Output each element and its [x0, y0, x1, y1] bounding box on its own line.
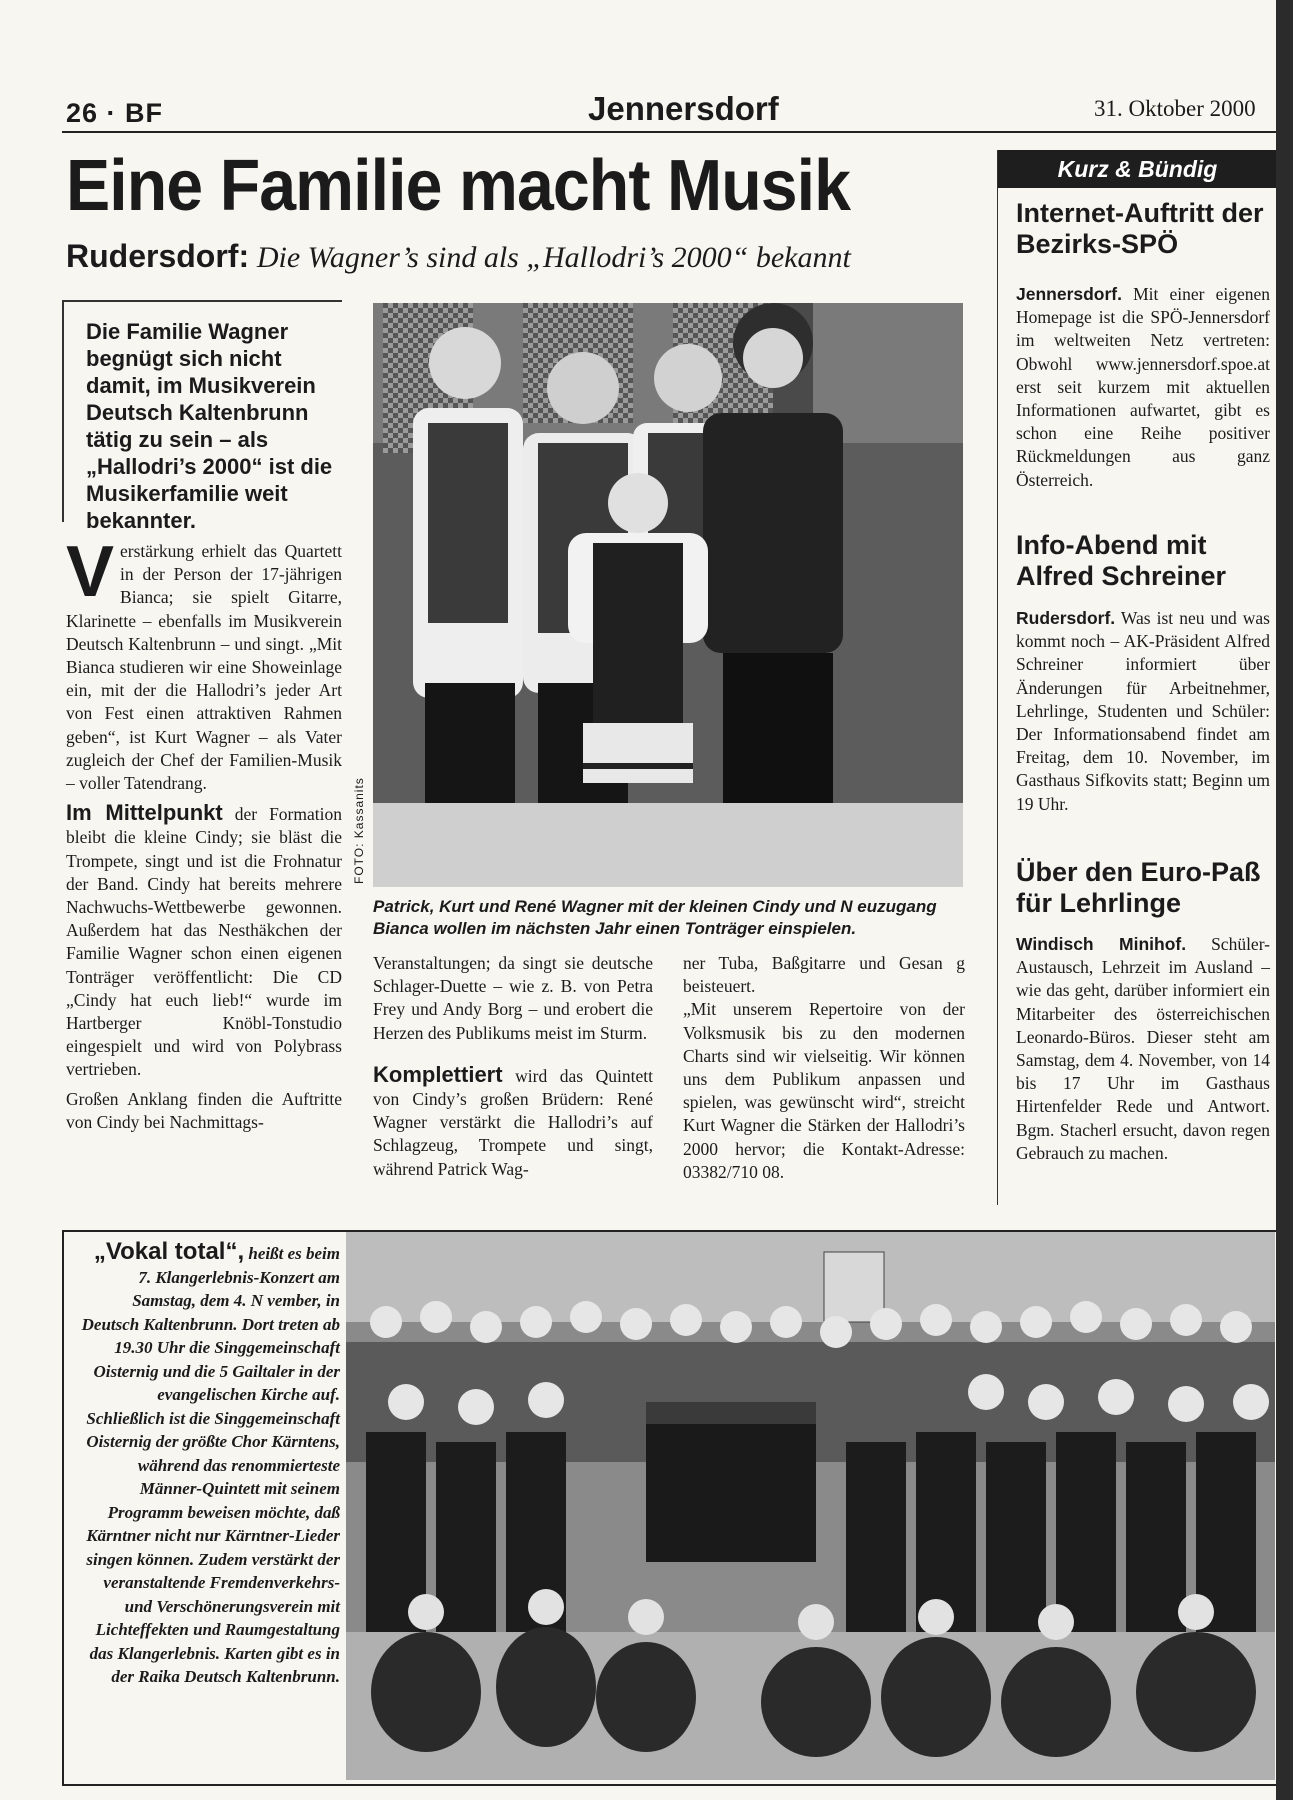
subheadline-tagline: Die Wagner’s sind als „Hallodri’s 2000“ bekannt	[256, 241, 851, 274]
article-column-2	[373, 952, 653, 1181]
family-band-photo	[373, 303, 963, 887]
vokal-total-text	[78, 1240, 340, 1689]
photo-credit: FOTO: Kassanits	[352, 777, 366, 884]
page-edge	[1276, 0, 1293, 1800]
article-paragraph-2: der Formation bleibt die kleine Cindy; sie bläst die Trompete, singt und ist die Frohnatur der Band. Cindy hat bereits mehrere Nachwuchs-Wettbewerbe gewonnen. Außerdem hat das Nesthäkchen der Familie Wagner schon einen eigenen Tonträger veröffentlicht: Die CD „Cindy hat euch lieb!“ wurde im Hartberger Knöbl-Tonstudio eingespielt und wird von Polybrass vertrieben.	[66, 804, 342, 1080]
article-paragraph-7: „Mit unserem Repertoire von der Volksmusik bis zu den modernen Charts sind wir vielseitig. Wir können uns dem Publikum anpassen und spielen, was gewünscht wird“, streicht Kurt Wagner die Stärken der Hallodri’s 2000 hervor; die Kontakt-Adresse: 03382/710 08.	[683, 999, 965, 1182]
sidebar-place: Windisch Minihof.	[1016, 934, 1187, 954]
page-number: 26 · BF	[66, 98, 164, 128]
article-paragraph-3: Großen Anklang finden die Auftritte von Cindy bei Nachmittags-	[66, 1088, 342, 1132]
sidebar-text: Schüler-Austausch, Lehrzeit im Ausland – wie das geht, darüber informiert ein Mitarbeiter des österreichischen Leonardo-Büros. Dieser steht am Samstag, dem 4. November, von 14 bis 17 Uhr im Gasthaus Hirtenfelder Rede und Antwort. Bgm. Stacherl ersucht, davon regen Gebrauch zu machen.	[1016, 934, 1271, 1163]
header-rule	[62, 131, 1277, 133]
choir-group-photo	[346, 1232, 1275, 1780]
subheadline-place: Rudersdorf:	[66, 238, 250, 274]
article-paragraph-4: Veranstaltungen; da singt sie deutsche Schlager-Duette – wie z. B. von Petra Frey und Andy Borg – und erobert die Herzen des Publikums meist im Sturm.	[373, 953, 653, 1043]
sidebar-place: Jennersdorf.	[1016, 284, 1122, 304]
article-subheadline	[66, 238, 851, 275]
article-column-1	[66, 532, 342, 1134]
sidebar-item-euro-pass	[1016, 933, 1270, 1165]
sidebar-text: Mit einer eigenen Homepage ist die SPÖ-Jennersdorf im weltweiten Netz vertreten: Obwohl www.jennersdorf.spoe.at erst seit kurzem mit aktuellen Informationen aufwartet, gibt es schon eine Reihe positiver Rückmeldungen aus ganz Österreich.	[1016, 284, 1270, 490]
drop-cap: V	[66, 532, 115, 612]
article-paragraph-1: erstärkung erhielt das Quartett in der Person der 17-jährigen Bianca; sie spielt Gitarre, Klarinette – ebenfalls im Musikverein Deutsch Kaltenbrunn – und singt. „Mit Bianca studieren wir eine Showeinlage ein, mit der die Hallodri’s jeder Art von Fest einen attraktiven Rahmen geben“, ist Kurt Wagner – als Vater zugleich der Chef der Familien-Musik – voller Tatendrang.	[66, 541, 342, 794]
section-title: Jennersdorf	[588, 90, 779, 127]
sidebar-text: Was ist neu und was kommt noch – AK-Präsident Alfred Schreiner informiert über Änderungen für Arbeitnehmer, Lehrlinge, Studenten und Schüler: Der Informationsabend findet am Freitag, dem 10. November, im Gasthaus Sifkovits statt; Beginn um 19 Uhr.	[1016, 608, 1270, 814]
sidebar-heading-internet: Internet-Auftritt der Bezirks-SPÖ	[1016, 198, 1264, 259]
sidebar-banner: Kurz & Bündig	[998, 150, 1277, 188]
sidebar-item-internet	[1016, 283, 1270, 492]
sidebar-item-info-abend	[1016, 607, 1270, 816]
article-paragraph-5: wird das Quintett von Cindy’s großen Brüdern: René Wagner verstärkt die Hallodri’s auf Schlagzeug, Trompete und singt, während Patrick Wag-	[373, 1065, 653, 1179]
vokal-total-body: heißt es beim 7. Klangerlebnis-Konzert am Samstag, dem 4. N vember, in Deutsch Kaltenbrunn. Dort treten ab 19.30 Uhr die Singgemeinschaft Oisternig und die 5 Gailtaler in der evangelischen Kirche auf. Schließlich ist die Singgemeinschaft Oisternig der größte Chor Kärntens, während das renommierteste Männer-Quintett mit seinem Programm beweisen möchte, daß Kärntner nicht nur Kärntner-Lieder singen können. Zudem verstärkt der veranstaltende Fremdenverkehrs- und Verschönerungsverein mit Lichteffekten und Raumgestaltung das Klangerlebnis. Karten gibt es in der Raika Deutsch Kaltenbrunn.	[81, 1244, 340, 1686]
photo-caption: Patrick, Kurt und René Wagner mit der kleinen Cindy und N euzugang Bianca wollen im nächsten Jahr einen Tonträger einspielen.	[373, 897, 937, 938]
sidebar-heading-info-abend: Info-Abend mit Alfred Schreiner	[1016, 530, 1227, 591]
sidebar-place: Rudersdorf.	[1016, 608, 1116, 628]
article-paragraph-6: ner Tuba, Baßgitarre und Gesan g beisteuert.	[683, 953, 965, 997]
article-column-3	[683, 952, 965, 1184]
sidebar-heading-euro-pass: Über den Euro-Paß für Lehrlinge	[1016, 857, 1261, 918]
issue-date: 31. Oktober 2000	[1094, 96, 1256, 121]
paragraph-lead-komplettiert: Komplettiert	[373, 1061, 503, 1087]
paragraph-lead-im-mittelpunkt: Im Mittelpunkt	[66, 800, 223, 826]
vokal-total-title: „Vokal total“,	[93, 1238, 245, 1265]
article-headline: Eine Familie macht Musik	[66, 146, 851, 226]
article-intro: Die Familie Wagner begnügt sich nicht damit, im Musikverein Deutsch Kaltenbrunn tätig zu sein – als „Hallodri’s 2000“ ist die Musikerfamilie weit bekannter.	[86, 319, 333, 533]
